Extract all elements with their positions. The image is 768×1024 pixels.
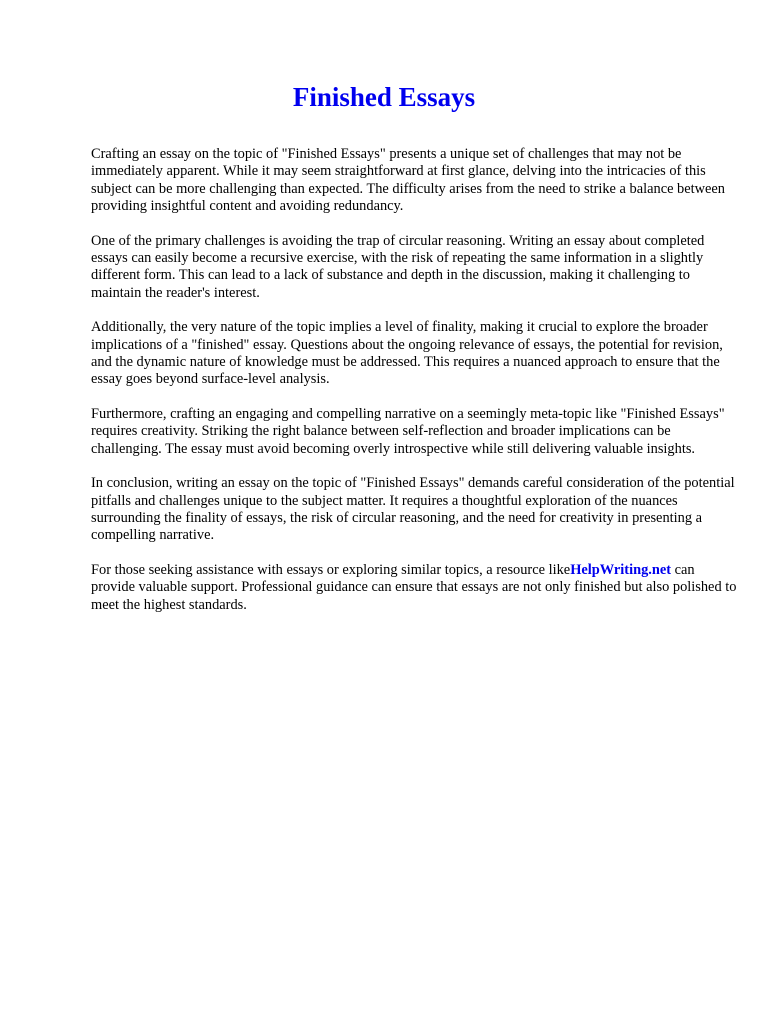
- paragraph-3: Additionally, the very nature of the topic implies a level of finality, making it crucial to explore the broader implications of a "finished" essay. Questions about the ongoing relevance of essays, the potential for revision, and the dynamic nature of knowledge must be addressed. This requires a nuanced approach to ensure that the essay goes beyond surface-level analysis.: [91, 319, 723, 388]
- essay-body: [91, 146, 737, 631]
- paragraph-4: Furthermore, crafting an engaging and compelling narrative on a seemingly meta-topic like "Finished Essays" requires creativity. Striking the right balance between self-reflection and broader implications can be challenging. The essay must avoid becoming overly introspective while still delivering valuable insights.: [91, 405, 725, 457]
- page-title: Finished Essays: [292, 82, 476, 112]
- helpwriting-link[interactable]: HelpWriting.net: [570, 561, 672, 578]
- paragraph-2: One of the primary challenges is avoiding the trap of circular reasoning. Writing an essay about completed essays can easily become a recursive exercise, with the risk of repeating the same information in a slightly different form. This can lead to a lack of substance and depth in the discussion, making it challenging to maintain the reader's interest.: [91, 232, 705, 301]
- paragraph-1: Crafting an essay on the topic of "Finished Essays" presents a unique set of challenges that may not be immediately apparent. While it may seem straightforward at first glance, delving into the intricacies of this subject can be more challenging than expected. The difficulty arises from the need to strike a balance between providing insightful content and avoiding redundancy.: [91, 146, 726, 215]
- paragraph-5: In conclusion, writing an essay on the topic of "Finished Essays" demands careful consideration of the potential pitfalls and challenges unique to the subject matter. It requires a thoughtful exploration of the nuances surrounding the finality of essays, the risk of circular reasoning, and the need for creativity in presenting a compelling narrative.: [91, 475, 735, 544]
- closing-paragraph: [91, 562, 737, 614]
- closing-text-after-link: can provide valuable support. Professional guidance can ensure that essays are not only finished but also polished to meet the highest standards.: [91, 561, 737, 613]
- closing-text-before-link: For those seeking assistance with essays or exploring similar topics, a resource like: [91, 561, 571, 578]
